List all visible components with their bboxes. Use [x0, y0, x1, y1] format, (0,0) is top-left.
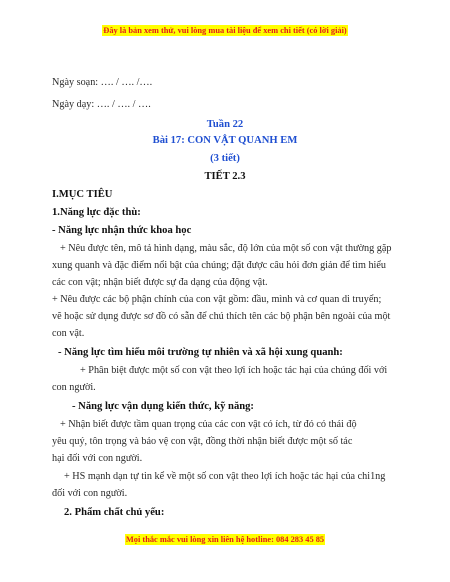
competence-text-line: yêu quý, tôn trọng và bảo vệ con vật, đồng thời nhận biết được một số tác: [52, 436, 353, 447]
competence-application-title: - Năng lực vận dụng kiến thức, kỹ năng:: [72, 401, 254, 412]
session-heading: TIẾT 2.3: [204, 171, 246, 182]
competence-environment-title: - Năng lực tìm hiểu môi trường tự nhiên và xã hội xung quanh:: [58, 347, 343, 358]
hotline-text: Mọi thắc mắc vui lòng xin liên hệ hotline: 084 283 45 85: [125, 535, 325, 544]
competence-text-line: + HS mạnh dạn tự tin kể về một số con vật theo lợi ích hoặc tác hại của chi1ng: [64, 471, 386, 482]
competence-text-line: + Nêu được tên, mô tả hình dạng, màu sắc, độ lớn của một số con vật thường gặp: [60, 243, 392, 254]
hotline-banner: [0, 535, 450, 544]
lesson-title: Bài 17: CON VẬT QUANH EM: [152, 135, 298, 146]
week-heading: Tuần 22: [206, 119, 244, 130]
competence-text-line: xung quanh và đặc điểm nổi bật của chúng; đặt được câu hỏi đơn giản để tìm hiểu: [52, 260, 386, 271]
subsection-core-qualities: 2. Phẩm chất chủ yếu:: [64, 507, 165, 518]
competence-text-line: + Nhận biết được tầm quan trọng của các con vật có ích, từ đó có thái độ: [60, 419, 357, 430]
competence-text-line: con vật.: [52, 328, 85, 339]
preview-notice-text: Đây là bản xem thử, vui lòng mua tài liệu để xem chi tiết (có lời giải): [103, 26, 347, 35]
subsection-specific-competence: 1.Năng lực đặc thù:: [52, 207, 141, 218]
competence-text-line: hại đối với con người.: [52, 453, 143, 464]
ngay-day-line: Ngày dạy: …. / …. / ….: [52, 99, 151, 110]
ngay-soan-line: Ngày soạn: …. / …. /….: [52, 77, 153, 88]
section-title-objectives: I.MỤC TIÊU: [52, 189, 113, 200]
preview-notice-banner: [0, 26, 450, 35]
competence-text-line: con người.: [52, 382, 96, 393]
competence-text-line: + Phân biệt được một số con vật theo lợi ích hoặc tác hại của chúng đối với: [80, 365, 388, 376]
period-count: (3 tiết): [210, 153, 240, 164]
competence-text-line: vẽ hoặc sử dụng được sơ đồ có sẵn để chú thích tên các bộ phận bên ngoài của một: [52, 311, 391, 322]
competence-text-line: + Nêu được các bộ phận chính của con vật gồm: đầu, mình và cơ quan di truyển;: [52, 294, 382, 305]
competence-science-title: - Năng lực nhận thức khoa học: [52, 225, 192, 236]
competence-text-line: đối với con người.: [52, 488, 128, 499]
competence-text-line: các con vật; nhận biết được sự đa dạng của động vật.: [52, 277, 268, 288]
